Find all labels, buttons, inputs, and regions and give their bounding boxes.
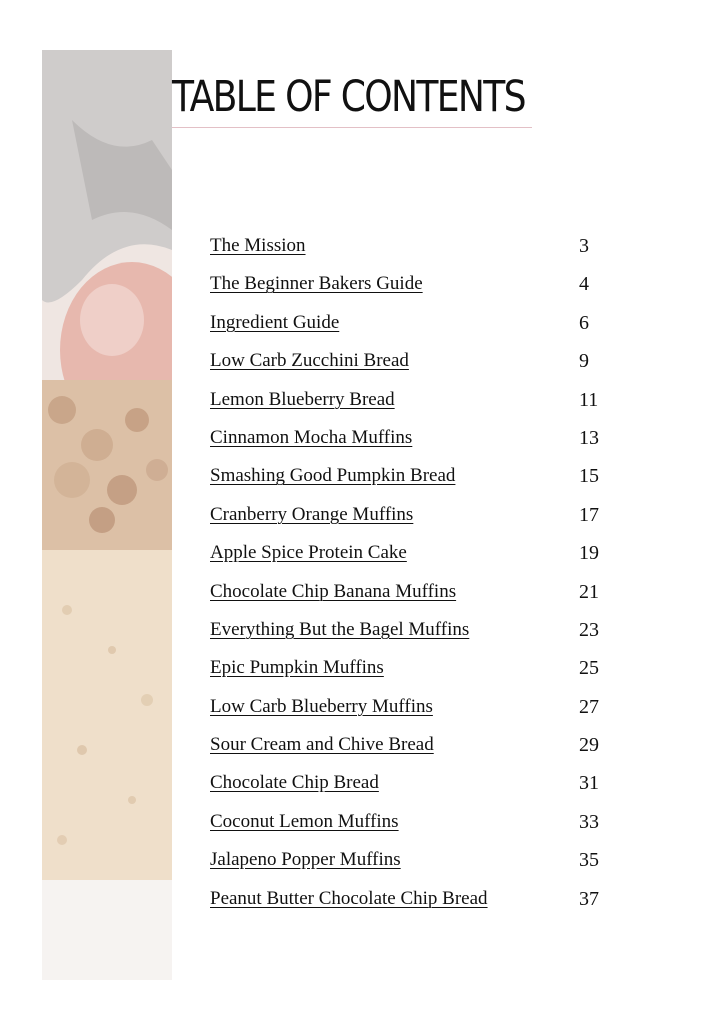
toc-entry-link[interactable]: Apple Spice Protein Cake bbox=[210, 542, 407, 564]
toc-entry-link[interactable]: Ingredient Guide bbox=[210, 311, 340, 333]
toc-page-number: 37 bbox=[579, 887, 599, 910]
toc-page-number: 21 bbox=[579, 580, 599, 603]
toc-entry[interactable] bbox=[210, 504, 610, 542]
toc-entry-link[interactable]: Peanut Butter Chocolate Chip Bread bbox=[210, 887, 488, 909]
toc-entry[interactable] bbox=[210, 772, 610, 810]
toc-entry[interactable] bbox=[210, 657, 610, 695]
toc-page-number: 9 bbox=[579, 350, 589, 373]
toc-entry[interactable] bbox=[210, 235, 610, 273]
toc-page-number: 3 bbox=[579, 235, 589, 257]
toc-page-number: 4 bbox=[579, 273, 589, 296]
toc-entry[interactable] bbox=[210, 312, 610, 350]
toc-entry[interactable] bbox=[210, 427, 610, 465]
toc-entry[interactable] bbox=[210, 734, 610, 772]
toc-entry-link[interactable]: Cinnamon Mocha Muffins bbox=[210, 426, 413, 448]
toc-entry-link[interactable]: Chocolate Chip Bread bbox=[210, 772, 379, 794]
toc-page-number: 27 bbox=[579, 695, 599, 718]
toc-entry[interactable] bbox=[210, 619, 610, 657]
toc-entry-link[interactable]: Sour Cream and Chive Bread bbox=[210, 734, 434, 756]
toc-entry[interactable] bbox=[210, 696, 610, 734]
bread-photo-graphic bbox=[42, 50, 172, 980]
toc-page-number: 23 bbox=[579, 618, 599, 641]
table-of-contents bbox=[210, 235, 610, 926]
toc-entry-link[interactable]: Everything But the Bagel Muffins bbox=[210, 618, 470, 640]
toc-page-number: 19 bbox=[579, 542, 599, 565]
toc-entry[interactable] bbox=[210, 849, 610, 887]
toc-entry[interactable] bbox=[210, 542, 610, 580]
toc-entry[interactable] bbox=[210, 581, 610, 619]
toc-entry-link[interactable]: Lemon Blueberry Bread bbox=[210, 388, 395, 410]
toc-entry[interactable] bbox=[210, 811, 610, 849]
title-divider bbox=[172, 127, 532, 128]
toc-page-number: 33 bbox=[579, 810, 599, 833]
toc-entry-link[interactable]: Chocolate Chip Banana Muffins bbox=[210, 580, 457, 602]
toc-entry-link[interactable]: The Mission bbox=[210, 235, 306, 256]
toc-entry-link[interactable]: Smashing Good Pumpkin Bread bbox=[210, 465, 456, 487]
toc-entry-link[interactable]: Low Carb Zucchini Bread bbox=[210, 350, 409, 372]
baked-bread-photo bbox=[42, 50, 172, 980]
toc-page-number: 15 bbox=[579, 465, 599, 488]
page-title: TABLE OF CONTENTS bbox=[172, 72, 525, 122]
toc-entry-link[interactable]: Cranberry Orange Muffins bbox=[210, 503, 414, 525]
toc-entry-link[interactable]: The Beginner Bakers Guide bbox=[210, 273, 423, 295]
toc-page-number: 17 bbox=[579, 503, 599, 526]
toc-page-number: 11 bbox=[579, 388, 599, 411]
toc-entry[interactable] bbox=[210, 350, 610, 388]
toc-entry[interactable] bbox=[210, 389, 610, 427]
toc-page-number: 31 bbox=[579, 772, 599, 795]
toc-entry-link[interactable]: Low Carb Blueberry Muffins bbox=[210, 695, 433, 717]
toc-entry[interactable] bbox=[210, 273, 610, 311]
toc-entry[interactable] bbox=[210, 465, 610, 503]
toc-entry-link[interactable]: Coconut Lemon Muffins bbox=[210, 810, 399, 832]
toc-page-number: 25 bbox=[579, 657, 599, 680]
toc-entry-link[interactable]: Jalapeno Popper Muffins bbox=[210, 849, 401, 871]
toc-page-number: 13 bbox=[579, 426, 599, 449]
toc-page-number: 6 bbox=[579, 311, 589, 334]
toc-entry-link[interactable]: Epic Pumpkin Muffins bbox=[210, 657, 384, 679]
toc-page-number: 29 bbox=[579, 734, 599, 757]
toc-entry[interactable] bbox=[210, 888, 610, 926]
toc-page-number: 35 bbox=[579, 849, 599, 872]
